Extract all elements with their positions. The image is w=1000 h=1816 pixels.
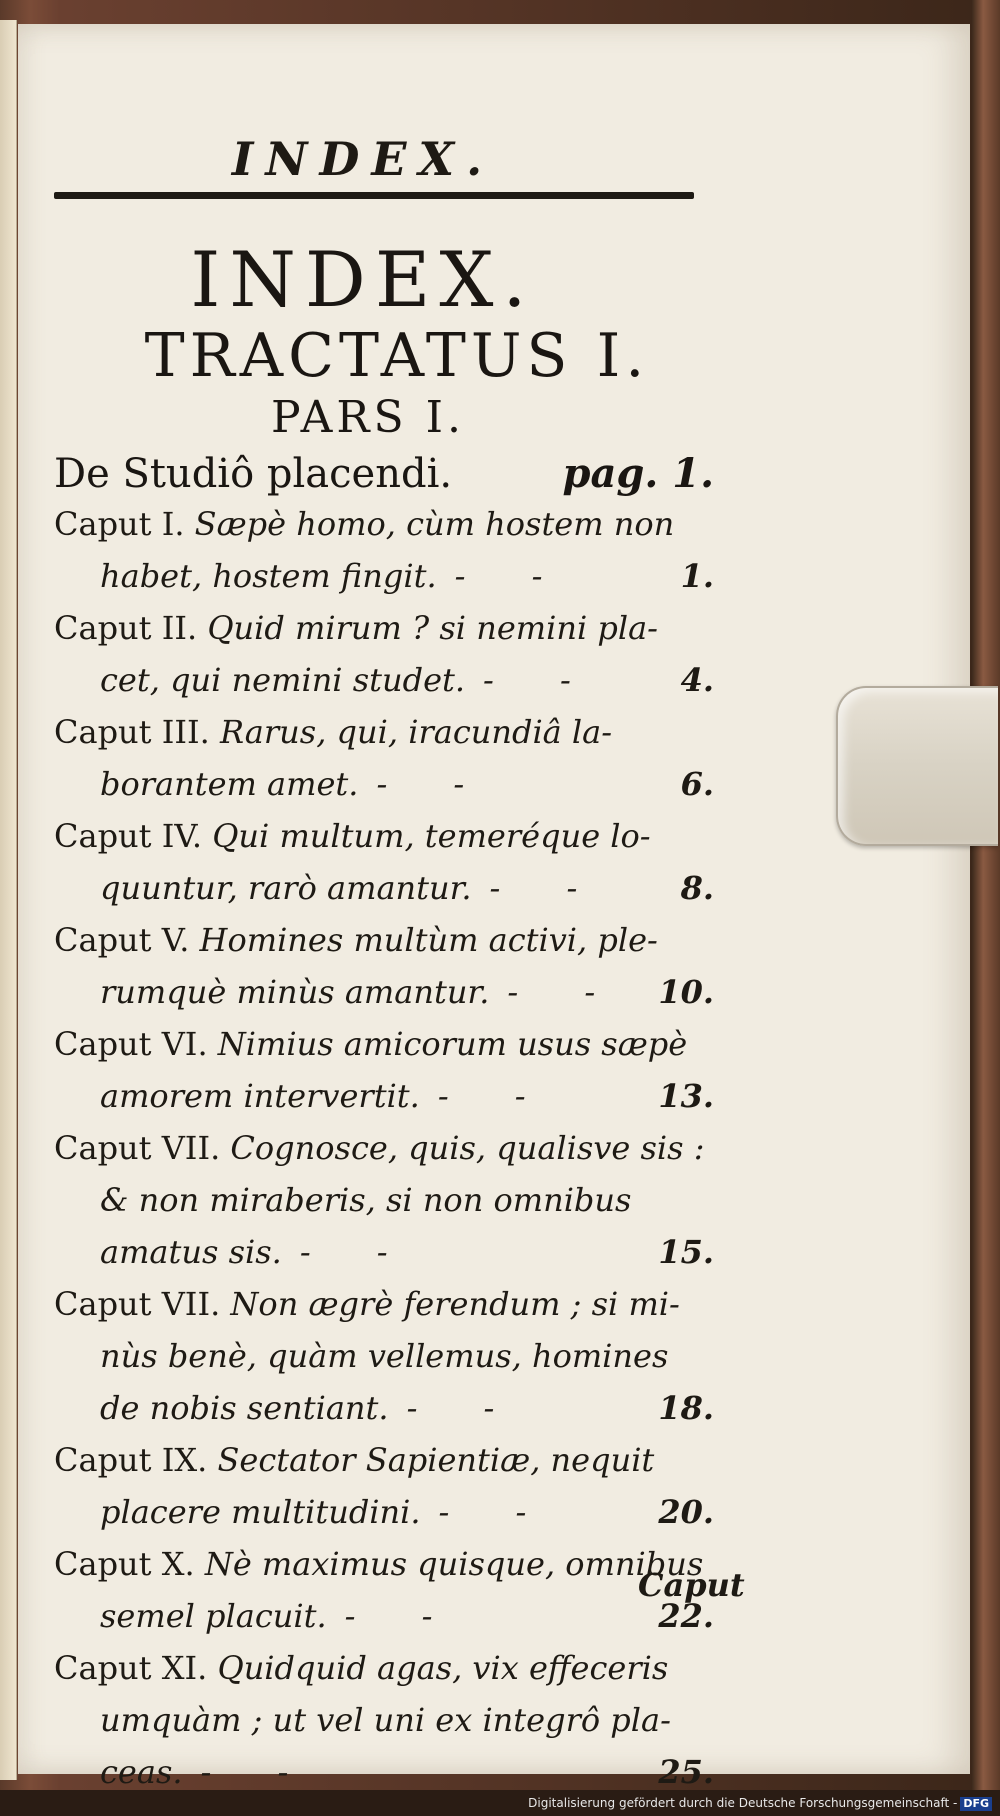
entry-text: Nimius amicorum usus sæpè xyxy=(217,1025,688,1063)
entry-text: amorem intervertit. xyxy=(100,1077,420,1115)
digitization-footer xyxy=(528,1792,992,1814)
entry-continuation xyxy=(54,1694,714,1746)
entry-first-line xyxy=(54,498,714,550)
leader-dashes: - - xyxy=(483,661,599,699)
caput-label: Caput IX. xyxy=(54,1441,208,1479)
entry-text: Non ægrè ferendum ; si mi- xyxy=(230,1285,680,1323)
page-number: 10. xyxy=(658,973,714,1011)
leader-dashes: - - xyxy=(376,765,493,803)
entry-text: nùs benè, quàm vellemus, homines xyxy=(100,1337,669,1375)
entry-continuation xyxy=(54,862,714,914)
entry-first-line xyxy=(54,810,714,862)
page-number: 18. xyxy=(658,1389,714,1427)
entry-continuation xyxy=(54,758,714,810)
entry-first-line xyxy=(54,1278,714,1330)
entry-text: Rarus, qui, iracundiâ la- xyxy=(219,713,613,751)
leader-dashes: - - xyxy=(344,1597,461,1635)
page-number: 22. xyxy=(658,1597,714,1635)
index-entry xyxy=(54,602,714,706)
index-entry xyxy=(54,498,714,602)
index-entry xyxy=(54,1642,714,1798)
entry-first-line xyxy=(54,1018,714,1070)
caput-label: Caput II. xyxy=(54,609,198,647)
entry-text: Cognosce, quis, qualisve sis : xyxy=(230,1129,705,1167)
caput-label: Caput XI. xyxy=(54,1649,208,1687)
catchword: Caput xyxy=(638,1566,745,1604)
section-page-ref: pag. 1. xyxy=(562,450,714,497)
index-entry xyxy=(54,1018,714,1122)
entry-text: Sæpè homo, cùm hostem non xyxy=(194,505,675,543)
running-head: INDEX. xyxy=(231,132,495,186)
entry-text: semel placuit. xyxy=(100,1597,327,1635)
entry-text: placere multitudini. xyxy=(100,1493,421,1531)
leader-dashes: - - xyxy=(200,1753,317,1791)
index-entry xyxy=(54,810,714,914)
page-number: 6. xyxy=(680,765,714,803)
page-number: 25. xyxy=(658,1753,714,1791)
page-title: INDEX. xyxy=(190,235,536,324)
page-number: 4. xyxy=(680,661,714,699)
book-page xyxy=(18,24,970,1791)
entry-continuation xyxy=(54,1590,714,1642)
entry-text: ceas. xyxy=(100,1753,183,1791)
page-clip xyxy=(836,686,998,846)
footer-text: Digitalisierung gefördert durch die Deutsche Forschungsgemeinschaft - xyxy=(528,1796,958,1810)
leader-dashes: - - xyxy=(507,973,624,1011)
index-entry xyxy=(54,706,714,810)
section-heading xyxy=(54,444,714,504)
entry-continuation xyxy=(54,966,714,1018)
entry-text: Homines multùm activi, ple- xyxy=(199,921,658,959)
dfg-logo: DFG xyxy=(960,1797,992,1811)
entry-first-line xyxy=(54,706,714,758)
caput-label: Caput IV. xyxy=(54,817,203,855)
caput-label: Caput VI. xyxy=(54,1025,208,1063)
caput-label: Caput III. xyxy=(54,713,210,751)
entry-continuation xyxy=(54,1382,714,1434)
entry-first-line xyxy=(54,602,714,654)
entry-text: Nè maximus quisque, omnibus xyxy=(204,1545,704,1583)
leader-dashes: - - xyxy=(454,557,571,595)
tractatus-heading: TRACTATUS I. xyxy=(144,321,650,391)
caput-label: Caput I. xyxy=(54,505,185,543)
header-rule xyxy=(54,192,694,199)
part-heading: PARS I. xyxy=(271,392,465,443)
entry-continuation xyxy=(54,654,714,706)
caput-label: Caput VII. xyxy=(54,1285,221,1323)
entry-continuation xyxy=(54,1174,714,1226)
entry-text: cet, qui nemini studet. xyxy=(100,661,466,699)
entry-first-line xyxy=(54,1122,714,1174)
page-number: 13. xyxy=(658,1077,714,1115)
page-number: 1. xyxy=(680,557,714,595)
entry-text: Qui multum, temeréque lo- xyxy=(212,817,651,855)
caput-label: Caput V. xyxy=(54,921,190,959)
index-entry xyxy=(54,1122,714,1278)
entry-text: Quid mirum ? si nemini pla- xyxy=(207,609,658,647)
entry-text: rumquè minùs amantur. xyxy=(100,973,490,1011)
leader-dashes: - - xyxy=(299,1233,416,1271)
entry-first-line xyxy=(54,1538,714,1590)
entry-text: de nobis sentiant. xyxy=(100,1389,389,1427)
page-number: 8. xyxy=(680,869,714,907)
page-number: 15. xyxy=(658,1233,714,1271)
entry-first-line xyxy=(54,914,714,966)
leader-dashes: - - xyxy=(489,869,606,907)
entry-text: & non miraberis, si non omnibus xyxy=(100,1181,632,1219)
entry-text: habet, hostem fingit. xyxy=(100,557,437,595)
entry-text: quuntur, rarò amantur. xyxy=(100,869,472,907)
leader-dashes: - - xyxy=(437,1077,554,1115)
entry-continuation xyxy=(54,1486,714,1538)
index-entry xyxy=(54,1278,714,1434)
entry-text: Quidquid agas, vix effeceris xyxy=(217,1649,669,1687)
index-entries xyxy=(54,498,714,1798)
entry-continuation xyxy=(54,550,714,602)
entry-text: amatus sis. xyxy=(100,1233,282,1271)
entry-continuation xyxy=(54,1226,714,1278)
leader-dashes: - - xyxy=(438,1493,555,1531)
book-cover-edge xyxy=(972,0,1000,1790)
entry-text: umquàm ; ut vel uni ex integrô pla- xyxy=(100,1701,671,1739)
entry-first-line xyxy=(54,1434,714,1486)
entry-continuation xyxy=(54,1746,714,1798)
caput-label: Caput X. xyxy=(54,1545,195,1583)
entry-text: Sectator Sapientiæ, nequit xyxy=(217,1441,655,1479)
entry-text: borantem amet. xyxy=(100,765,359,803)
leader-dashes: - - xyxy=(406,1389,523,1427)
index-entry xyxy=(54,1434,714,1538)
section-label: De Studiô placendi. xyxy=(54,451,453,497)
index-entry xyxy=(54,1538,714,1642)
entry-continuation xyxy=(54,1070,714,1122)
page-gutter xyxy=(0,20,17,1780)
entry-continuation xyxy=(54,1330,714,1382)
page-number: 20. xyxy=(658,1493,714,1531)
index-entry xyxy=(54,914,714,1018)
entry-first-line xyxy=(54,1642,714,1694)
caput-label: Caput VII. xyxy=(54,1129,221,1167)
